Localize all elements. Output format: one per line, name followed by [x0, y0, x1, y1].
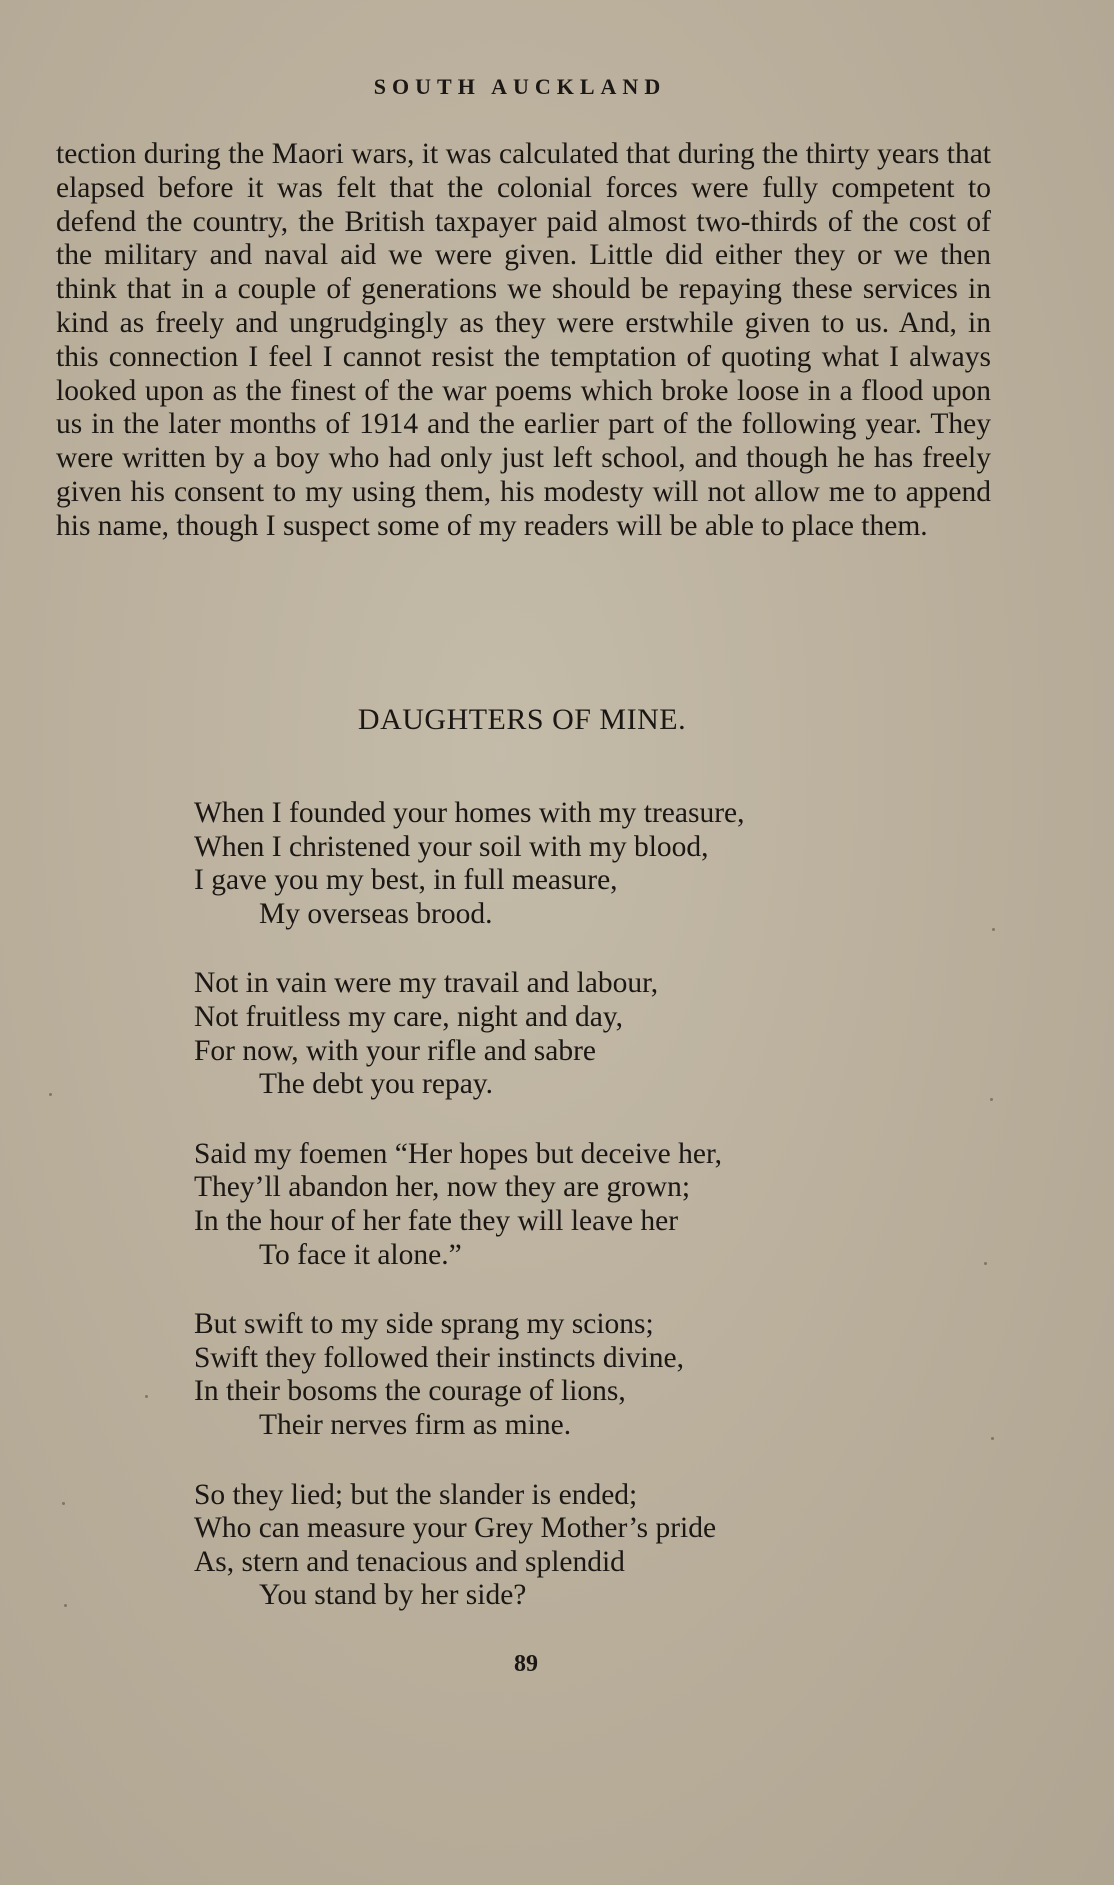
paper-speck: [990, 1098, 993, 1101]
paper-speck: [984, 1262, 987, 1265]
poem-stanza-1: [194, 797, 994, 931]
paper-speck: [991, 1437, 994, 1440]
body-paragraph: tection during the Maori wars, it was calculated that during the thirty years that elapsed before it was felt that the colonial forces were fully competent to defend the country, the British taxpayer paid almost two-thirds of the cost of the military and naval aid we were given. Little did either they or we then think that in a couple of generations we should be repaying these services in kind as freely and ungrudgingly as they were erstwhile given to us. And, in this connection I feel I cannot resist the temptation of quoting what I always looked upon as the finest of the war poems which broke loose in a flood upon us in the later months of 1914 and the earlier part of the following year. They were written by a boy who had only just left school, and though he has freely given his consent to my using them, his modesty will not allow me to append his name, though I suspect some of my readers will be able to place them.: [56, 138, 991, 542]
poem-stanza-2: [194, 967, 994, 1101]
poem-line-indented: You stand by her side?: [259, 1579, 527, 1612]
poem-line: In their bosoms the courage of lions,: [194, 1375, 626, 1408]
poem-line: I gave you my best, in full measure,: [194, 864, 618, 897]
poem-line: So they lied; but the slander is ended;: [194, 1478, 638, 1511]
poem-title: DAUGHTERS OF MINE.: [357, 703, 687, 736]
poem-line: Not in vain were my travail and labour,: [194, 967, 659, 1000]
poem-line: As, stern and tenacious and splendid: [194, 1545, 625, 1578]
poem-line: Who can measure your Grey Mother’s pride: [194, 1512, 717, 1545]
poem-stanza-3: [194, 1138, 994, 1272]
poem-line-indented: My overseas brood.: [259, 897, 493, 930]
poem-line: Swift they followed their instincts divine,: [194, 1341, 684, 1374]
poem-line: When I christened your soil with my blood,: [194, 830, 709, 863]
paper-speck: [49, 1093, 52, 1096]
poem-stanza-5: [194, 1479, 994, 1613]
poem: [194, 797, 994, 1649]
paper-speck: [64, 1604, 67, 1607]
poem-line-indented: The debt you repay.: [259, 1068, 493, 1101]
poem-line: Not fruitless my care, night and day,: [194, 1000, 624, 1033]
poem-line: When I founded your homes with my treasure,: [194, 797, 745, 829]
paper-speck: [145, 1395, 148, 1398]
poem-stanza-4: [194, 1308, 994, 1442]
poem-line: In the hour of her fate they will leave her: [194, 1204, 679, 1237]
poem-line: They’ll abandon her, now they are grown;: [194, 1171, 691, 1204]
poem-line: For now, with your rifle and sabre: [194, 1034, 596, 1067]
poem-line: But swift to my side sprang my scions;: [194, 1308, 654, 1341]
running-head: SOUTH AUCKLAND: [373, 74, 667, 99]
poem-line: Said my foemen “Her hopes but deceive her,: [194, 1137, 722, 1170]
paper-speck: [992, 928, 995, 931]
paper-speck: [62, 1502, 65, 1505]
page-number: 89: [514, 1651, 538, 1677]
poem-line-indented: Their nerves firm as mine.: [259, 1408, 572, 1441]
poem-line-indented: To face it alone.”: [259, 1238, 462, 1271]
